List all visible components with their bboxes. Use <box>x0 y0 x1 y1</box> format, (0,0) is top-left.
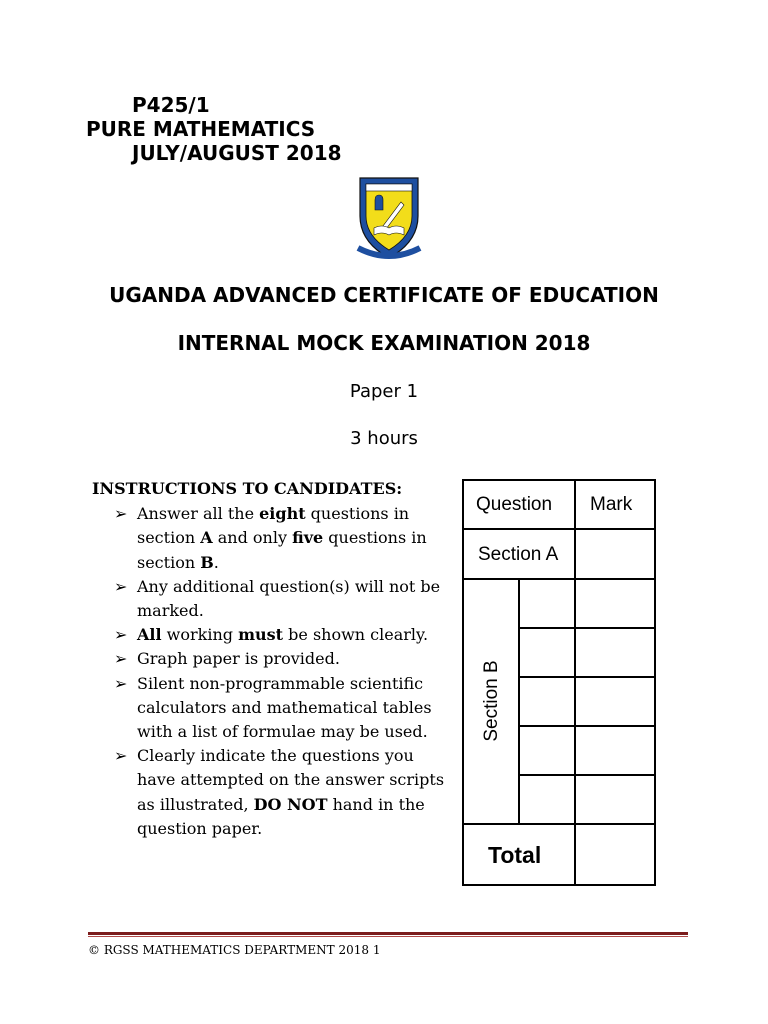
arrow-bullet-icon: ➢ <box>114 625 128 645</box>
arrow-bullet-icon: ➢ <box>114 649 128 669</box>
arrow-bullet-icon: ➢ <box>114 746 128 766</box>
arrow-bullet-icon: ➢ <box>114 576 128 596</box>
instruction-item: ➢ Any additional question(s) will not be marked. <box>114 576 441 621</box>
exam-duration: 3 hours <box>350 428 418 449</box>
row-label-section-a: Section A <box>478 544 559 565</box>
instruction-item: ➢ Graph paper is provided. <box>92 647 454 671</box>
row-label-total: Total <box>488 842 542 868</box>
instructions-heading: INSTRUCTIONS TO CANDIDATES: <box>92 479 403 498</box>
instruction-item: ➢ All working must be shown clearly. <box>92 623 454 647</box>
arrow-bullet-icon: ➢ <box>114 673 128 693</box>
paper-code: P425/1 <box>132 93 210 117</box>
instruction-item: ➢ Clearly indicate the questions you have attempted on the answer scripts as illustrated, DO NOT hand in the question paper. <box>114 746 445 838</box>
footer-divider <box>88 932 688 938</box>
school-crest-logo <box>356 172 422 262</box>
footer-copyright: © RGSS MATHEMATICS DEPARTMENT 2018 1 <box>88 943 381 957</box>
column-header-mark: Mark <box>590 494 633 515</box>
examination-board-title: UGANDA ADVANCED CERTIFICATE OF EDUCATION <box>109 283 659 307</box>
exam-session: JULY/AUGUST 2018 <box>132 141 342 165</box>
row-label-section-b: Section B <box>481 660 502 742</box>
examination-title: INTERNAL MOCK EXAMINATION 2018 <box>177 331 591 355</box>
instruction-item: ➢ Silent non-programmable scientific calculators and mathematical tables with a list of formulae may be used. <box>114 673 432 742</box>
instruction-item: ➢ Answer all the eight questions in section A and only five questions in section B. <box>114 504 427 572</box>
arrow-bullet-icon: ➢ <box>114 504 128 524</box>
paper-number: Paper 1 <box>349 381 419 402</box>
mark-table <box>462 479 656 886</box>
instructions-block <box>92 477 454 841</box>
column-header-question: Question <box>476 494 553 515</box>
subject-title: PURE MATHEMATICS <box>86 117 316 141</box>
